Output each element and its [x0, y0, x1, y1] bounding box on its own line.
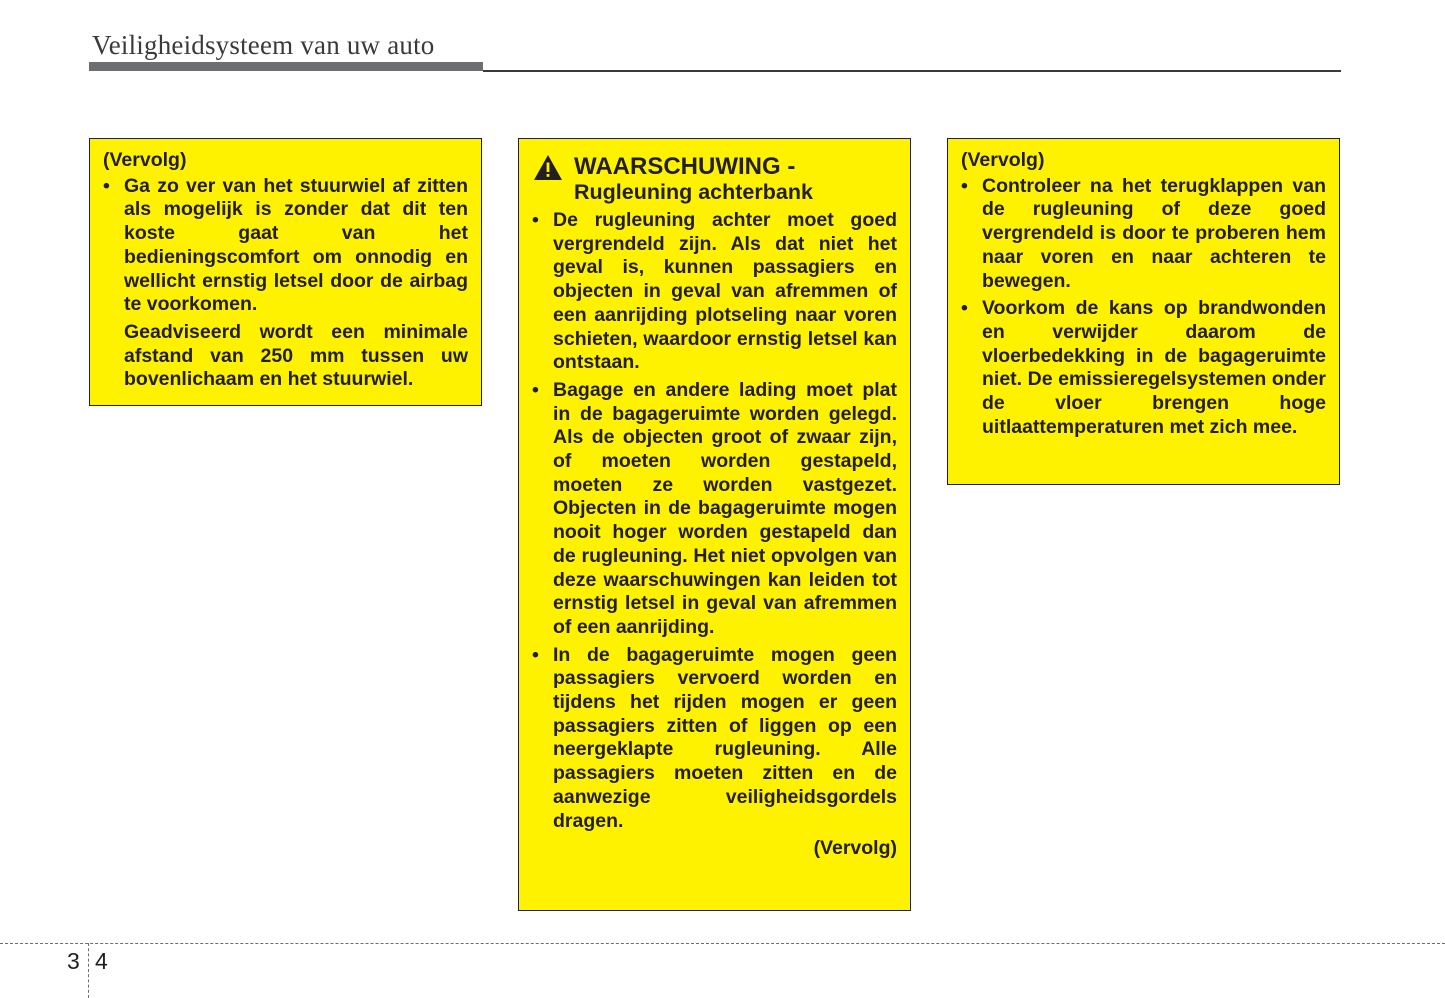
- bullet-list: [103, 175, 468, 392]
- continued-notice-box-right: [947, 138, 1340, 485]
- bullet-item: [532, 209, 897, 375]
- footer-page-divider: [88, 943, 89, 998]
- bullet-item: [532, 644, 897, 834]
- warning-box-rear-seatback: [518, 138, 911, 911]
- warning-heading: [532, 153, 897, 205]
- warning-triangle-icon: [533, 154, 563, 181]
- bullet-text: • De rugleuning achter moet goed vergrendeld zijn. Als dat niet het geval is, kunnen passagiers en objecten in geval van afremmen of een aanrijding plotseling naar voren schieten, waardoor ernstig letsel kan ontstaan.: [553, 209, 897, 374]
- continued-notice-box-left: [89, 138, 482, 406]
- warning-title: WAARSCHUWING -: [574, 153, 796, 180]
- header-rule-thin: [483, 70, 1341, 72]
- page-chapter-number: 3: [67, 948, 80, 974]
- footer-dashed-rule: [0, 943, 1445, 944]
- bullet-list: [961, 175, 1326, 440]
- bullet-text: • Voorkom de kans op brandwonden en verwijder daarom de vloerbedekking in de bagageruimte niet. De emissieregelsystemen onder de vloer brengen hoge uitlaattemperaturen met zich mee.: [982, 297, 1326, 438]
- bullet-text: • Bagage en andere lading moet plat in de bagageruimte worden gelegd. Als de objecten groot of zwaar zijn, of moeten worden gestapeld, moeten ze worden vastgezet. Objecten in de bagageruimte mogen nooit hoger worden gestapeld dan de rugleuning. Het niet opvolgen van deze waarschuwingen kan leiden tot ernstig letsel in geval van afremmen of een aanrijding.: [553, 378, 897, 638]
- warning-subtitle: Rugleuning achterbank: [574, 180, 813, 204]
- bullet-text: • Controleer na het terugklappen van de rugleuning of deze goed vergrendeld is door te proberen hem naar voren en naar achteren te bewegen.: [982, 174, 1326, 292]
- bullet-item: [532, 379, 897, 640]
- bullet-text-continued: Geadviseerd wordt een minimale afstand van 250 mm tussen uw bovenlichaam en het stuurwiel.: [124, 320, 468, 391]
- bullet-text: • In de bagageruimte mogen geen passagiers vervoerd worden en tijdens het rijden mogen er geen passagiers zitten of liggen op een neergeklapte rugleuning. Alle passagiers moeten zitten en de aanwezige veiligheidsgordels dragen.: [553, 643, 897, 832]
- bullet-text: • Ga zo ver van het stuurwiel af zitten als mogelijk is zonder dat dit ten koste gaat van het bedieningscomfort om onnodig en wellicht ernstig letsel door de airbag te voorkomen.: [124, 174, 468, 316]
- header-rule-thick: [89, 62, 483, 71]
- running-header-title: Veiligheidsysteem van uw auto: [92, 30, 435, 60]
- continued-label: (Vervolg): [813, 837, 897, 860]
- bullet-list: [532, 209, 897, 833]
- bullet-item: [961, 297, 1326, 439]
- bullet-item: [961, 175, 1326, 294]
- page-number: 4: [95, 948, 108, 974]
- continued-label: (Vervolg): [103, 149, 187, 171]
- bullet-item: [103, 175, 468, 392]
- continued-label: (Vervolg): [961, 149, 1045, 171]
